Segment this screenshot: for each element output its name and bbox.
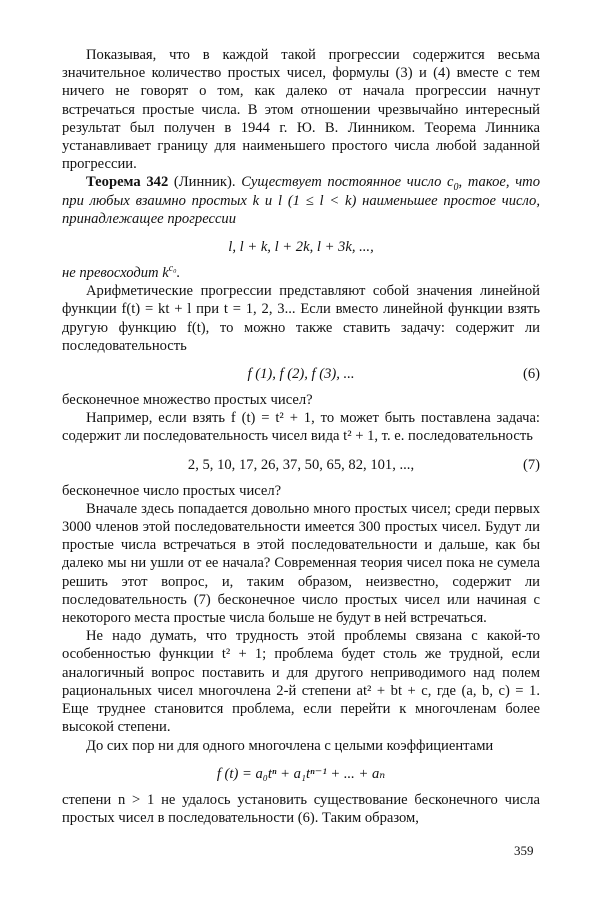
equation-7	[62, 455, 540, 475]
progression-expression: l, l + k, l + 2k, l + 3k, ...,	[228, 239, 374, 256]
paragraph-example: Например, если взять f (t) = t² + 1, то может быть поставлена задача: содержит ли последовательность чисел вида t² + 1, т. е. последовательность	[62, 410, 540, 445]
paragraph-polynomials: До сих пор ни для одного многочлена с целыми коэффициентами	[86, 737, 494, 754]
paragraph-question-infinite: бесконечное множество простых чисел?	[62, 392, 313, 409]
equation-7-body: 2, 5, 10, 17, 26, 37, 50, 65, 82, 101, ...,	[187, 456, 415, 473]
paragraph-difficulty: Не надо думать, что трудность этой проблемы связана с какой-то особенностью функции t² + 1; проблема будет столь же трудной, если аналогичный вопрос поставить и для другого неприводимого над полем рациональных чисел многочлена 2-й степени at² + bt + c, где (a, b, c) = 1. Еще труднее становится проблема, если перейти к многочленам более высокой степени.	[62, 628, 540, 736]
paragraph-intro: Показывая, что в каждой такой прогрессии содержится весьма значительное количество простых чисел, формулы (3) и (4) вместе с тем ничего не говорят о том, как далеко от начала прогрессии начнут встречаться простые числа. В этом отношении чрезвычайно интересный результат был получен в 1944 г. Ю. В. Линником. Теорема Линника устанавливает границу для наименьшего простого числа любой заданной прогрессии.	[62, 47, 540, 173]
paragraph-linear-functions: Арифметические прогрессии представляют собой значения линейной функции f(t) = kt + l при t = 1, 2, 3... Если вместо линейной функции взять другую функцию f(t), то можно также ставить задачу: содержит ли последовательность	[62, 283, 540, 354]
theorem-conclusion-exponent: c₀	[168, 263, 177, 275]
paragraph-first-primes: Вначале здесь попадается довольно много простых чисел; среди первых 3000 членов этой последовательности имеется 300 простых чисел. Будут ли простые числа встречаться в этой последовательности и дальше, как бы далеко мы ни ушли от ее начала? Современная теория чисел пока не сумела решить этот вопрос, и, таким образом, неизвестно, содержит ли последовательность (7) бесконечное число простых чисел или начиная с некоторого места простые числа больше не будут в ней встречаться.	[62, 500, 540, 627]
theorem-label: Теорема 342	[86, 174, 169, 191]
theorem-conclusion	[62, 264, 540, 282]
theorem-c-subscript: 0	[453, 182, 459, 194]
paragraph-conclusion: степени n > 1 не удалось установить существование бесконечного числа простых чисел в последовательности (6). Таким образом,	[62, 791, 540, 826]
equation-polynomial	[62, 764, 540, 784]
theorem-statement	[62, 173, 540, 228]
page-number: 359	[514, 843, 534, 858]
equation-6	[62, 364, 540, 384]
equation-polynomial-body: f (t) = a₀tⁿ + a₁tⁿ⁻¹ + ... + aₙ	[216, 765, 386, 782]
theorem-author: (Линник).	[173, 174, 236, 191]
theorem-body-b: , такое, что при любых взаимно простых k и l (1 ≤ l < k) наименьшее простое число, принадлежащее прогрессии	[62, 174, 541, 227]
theorem-conclusion-period: .	[176, 265, 181, 282]
equation-6-body: f (1), f (2), f (3), ...	[247, 366, 355, 383]
theorem-conclusion-text: не превосходит k	[62, 265, 169, 282]
equation-6-number: (6)	[522, 366, 540, 383]
paragraph-question-infinite-2: бесконечное число простых чисел?	[62, 482, 282, 499]
equation-7-number: (7)	[522, 456, 540, 473]
theorem-body-a: Существует постоянное число c	[241, 174, 454, 191]
page-body	[62, 46, 540, 827]
progression-formula	[62, 237, 540, 257]
